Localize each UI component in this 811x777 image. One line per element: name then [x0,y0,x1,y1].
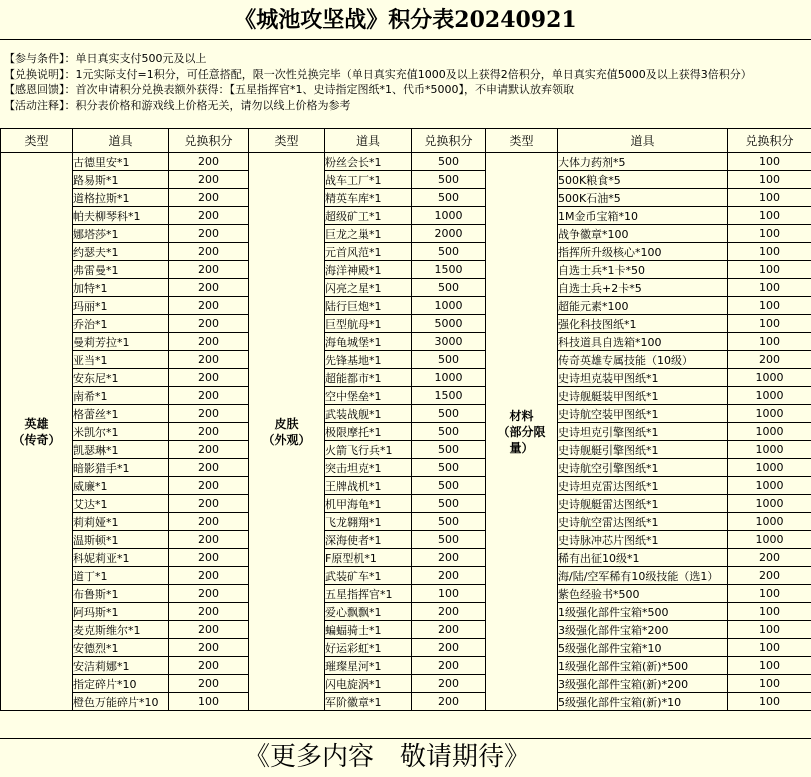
hero-points: 200 [169,441,249,459]
hero-item: 帕夫柳琴科*1 [73,207,169,225]
skin-points: 2000 [412,225,486,243]
material-points: 100 [728,153,811,171]
skin-points: 100 [412,585,486,603]
table-row [1,279,811,297]
material-points: 100 [728,279,811,297]
table-row [1,387,811,405]
category-skins-label: 皮肤 （外观） [262,416,311,447]
material-points: 200 [728,567,811,585]
material-points: 1000 [728,459,811,477]
hero-item: 道丁*1 [73,567,169,585]
material-item: 史诗舰艇雷达图纸*1 [558,495,728,513]
header-item: 道具 [325,129,412,153]
skin-item: 超级矿工*1 [325,207,412,225]
material-item: 超能元素*100 [558,297,728,315]
material-points: 100 [728,225,811,243]
hero-item: 安东尼*1 [73,369,169,387]
hero-points: 200 [169,549,249,567]
skin-item: 超能都市*1 [325,369,412,387]
hero-item: 南希*1 [73,387,169,405]
skin-item: 好运彩虹*1 [325,639,412,657]
hero-points: 200 [169,243,249,261]
skin-item: 武装战舰*1 [325,405,412,423]
header-type: 类型 [1,129,73,153]
skin-points: 200 [412,657,486,675]
table-row [1,513,811,531]
skin-points: 500 [412,477,486,495]
hero-item: 布鲁斯*1 [73,585,169,603]
footer-banner: 《更多内容 敬请期待》 [0,738,811,777]
hero-points: 200 [169,297,249,315]
material-points: 1000 [728,477,811,495]
skin-points: 1500 [412,261,486,279]
skin-item: 深海使者*1 [325,531,412,549]
material-item: 史诗航空装甲图纸*1 [558,405,728,423]
material-item: 1级强化部件宝箱*500 [558,603,728,621]
skin-item: 王牌战机*1 [325,477,412,495]
material-item: 战争徽章*100 [558,225,728,243]
hero-points: 200 [169,585,249,603]
hero-item: 曼莉芳拉*1 [73,333,169,351]
material-points: 1000 [728,423,811,441]
hero-item: 橙色万能碎片*10 [73,693,169,711]
hero-item: 凯瑟琳*1 [73,441,169,459]
material-points: 100 [728,657,811,675]
material-item: 3级强化部件宝箱*200 [558,621,728,639]
table-row [1,297,811,315]
skin-item: 极限摩托*1 [325,423,412,441]
material-item: 科技道具自选箱*100 [558,333,728,351]
material-item: 史诗坦克装甲图纸*1 [558,369,728,387]
table-row [1,693,811,711]
skin-points: 1500 [412,387,486,405]
material-item: 史诗舰艇引擎图纸*1 [558,441,728,459]
material-points: 100 [728,207,811,225]
material-points: 100 [728,693,811,711]
skin-points: 200 [412,621,486,639]
skin-item: 空中堡垒*1 [325,387,412,405]
hero-item: 约瑟夫*1 [73,243,169,261]
hero-points: 200 [169,477,249,495]
table-row [1,477,811,495]
skin-points: 3000 [412,333,486,351]
skin-item: 爱心飘飘*1 [325,603,412,621]
table-row [1,405,811,423]
header-points: 兑换积分 [412,129,486,153]
skin-item: 元首风范*1 [325,243,412,261]
table-row [1,423,811,441]
hero-points: 200 [169,675,249,693]
skin-points: 200 [412,603,486,621]
material-item: 3级强化部件宝箱(新)*200 [558,675,728,693]
hero-item: 古德里安*1 [73,153,169,171]
hero-item: 指定碎片*10 [73,675,169,693]
hero-item: 威廉*1 [73,477,169,495]
category-skins [249,153,325,711]
material-points: 100 [728,171,811,189]
hero-points: 200 [169,369,249,387]
table-row [1,369,811,387]
note-remark: 【活动注释】：积分表价格和游戏线上价格无关，请勿以线上价格为参考 [4,98,351,112]
skin-item: 突击坦克*1 [325,459,412,477]
material-points: 1000 [728,405,811,423]
hero-points: 200 [169,513,249,531]
category-materials [486,153,558,711]
table-row [1,603,811,621]
header-type: 类型 [249,129,325,153]
material-item: 大体力药剂*5 [558,153,728,171]
hero-item: 玛丽*1 [73,297,169,315]
material-item: 指挥所升级核心*100 [558,243,728,261]
skin-points: 500 [412,495,486,513]
material-item: 紫色经验书*500 [558,585,728,603]
hero-points: 200 [169,567,249,585]
hero-item: 娜塔莎*1 [73,225,169,243]
hero-points: 200 [169,657,249,675]
points-table [0,128,811,711]
table-row [1,351,811,369]
table-row [1,261,811,279]
skin-item: 机甲海龟*1 [325,495,412,513]
note-exchange: 【兑换说明】：1元实际支付=1积分，可任意搭配，限一次性兑换完毕（单日真实充值1000及以上获得2倍积分，单日真实充值5000及以上获得3倍积分） [4,67,752,81]
skin-item: 武装矿车*1 [325,567,412,585]
hero-points: 200 [169,423,249,441]
hero-points: 100 [169,693,249,711]
material-points: 1000 [728,441,811,459]
material-points: 200 [728,549,811,567]
note-participation: 【参与条件】：单日真实支付500元及以上 [4,52,207,65]
hero-item: 道格拉斯*1 [73,189,169,207]
hero-points: 200 [169,315,249,333]
table-row [1,189,811,207]
hero-points: 200 [169,603,249,621]
material-item: 强化科技图纸*1 [558,315,728,333]
table-row [1,459,811,477]
hero-points: 200 [169,405,249,423]
hero-item: 暗影猎手*1 [73,459,169,477]
skin-points: 500 [412,279,486,297]
material-points: 1000 [728,495,811,513]
skin-points: 500 [412,531,486,549]
hero-item: 安德烈*1 [73,639,169,657]
skin-item: 巨龙之巢*1 [325,225,412,243]
header-item: 道具 [558,129,728,153]
skin-item: 精英车库*1 [325,189,412,207]
skin-item: 海洋神殿*1 [325,261,412,279]
material-points: 1000 [728,369,811,387]
skin-points: 500 [412,171,486,189]
material-item: 稀有出征10级*1 [558,549,728,567]
skin-item: 军阶徽章*1 [325,693,412,711]
hero-item: 莉莉娅*1 [73,513,169,531]
hero-item: 格蕾丝*1 [73,405,169,423]
skin-item: 闪电旋涡*1 [325,675,412,693]
page-title: 《城池攻坚战》积分表20240921 [0,0,811,40]
hero-item: 艾达*1 [73,495,169,513]
material-item: 1M金币宝箱*10 [558,207,728,225]
header-row [1,129,811,153]
skin-points: 1000 [412,207,486,225]
hero-points: 200 [169,621,249,639]
hero-item: 科妮莉亚*1 [73,549,169,567]
skin-points: 200 [412,675,486,693]
hero-points: 200 [169,171,249,189]
skin-item: 粉丝会长*1 [325,153,412,171]
table-row [1,657,811,675]
table-row [1,495,811,513]
table-row [1,243,811,261]
hero-item: 路易斯*1 [73,171,169,189]
skin-item: 先锋基地*1 [325,351,412,369]
hero-item: 乔治*1 [73,315,169,333]
hero-points: 200 [169,531,249,549]
material-points: 200 [728,351,811,369]
skin-item: 海龟城堡*1 [325,333,412,351]
hero-item: 麦克斯维尔*1 [73,621,169,639]
skin-item: 战车工厂*1 [325,171,412,189]
material-item: 5级强化部件宝箱*10 [558,639,728,657]
table-row [1,207,811,225]
skin-points: 1000 [412,297,486,315]
table-row [1,153,811,171]
table-body [1,153,811,711]
material-points: 1000 [728,531,811,549]
category-materials-label: 材料 （部分限 量） [497,408,546,455]
header-points: 兑换积分 [169,129,249,153]
skin-item: 火箭飞行兵*1 [325,441,412,459]
skin-points: 5000 [412,315,486,333]
material-item: 传奇英雄专属技能（10级） [558,351,728,369]
skin-item: 陆行巨炮*1 [325,297,412,315]
skin-item: 巨型航母*1 [325,315,412,333]
skin-item: 飞龙翱翔*1 [325,513,412,531]
material-points: 1000 [728,387,811,405]
hero-points: 200 [169,495,249,513]
hero-points: 200 [169,207,249,225]
table-row [1,675,811,693]
material-item: 自选士兵+2卡*5 [558,279,728,297]
material-points: 100 [728,261,811,279]
skin-points: 200 [412,567,486,585]
skin-points: 500 [412,405,486,423]
hero-points: 200 [169,333,249,351]
hero-item: 温斯顿*1 [73,531,169,549]
skin-item: 蝙蝠骑士*1 [325,621,412,639]
skin-points: 500 [412,459,486,477]
material-item: 史诗坦克引擎图纸*1 [558,423,728,441]
material-points: 100 [728,603,811,621]
material-item: 史诗脉冲芯片图纸*1 [558,531,728,549]
material-item: 史诗坦克雷达图纸*1 [558,477,728,495]
material-points: 100 [728,189,811,207]
material-points: 100 [728,585,811,603]
category-heroes [1,153,73,711]
material-item: 史诗航空雷达图纸*1 [558,513,728,531]
skin-points: 200 [412,639,486,657]
material-points: 100 [728,243,811,261]
hero-item: 弗雷曼*1 [73,261,169,279]
hero-item: 安洁莉娜*1 [73,657,169,675]
hero-points: 200 [169,351,249,369]
material-points: 100 [728,297,811,315]
hero-points: 200 [169,189,249,207]
rules-notes [0,40,811,128]
skin-points: 200 [412,693,486,711]
table-row [1,585,811,603]
material-points: 100 [728,333,811,351]
hero-points: 200 [169,225,249,243]
skin-points: 500 [412,153,486,171]
hero-points: 200 [169,639,249,657]
table-row [1,549,811,567]
skin-item: F原型机*1 [325,549,412,567]
material-points: 1000 [728,513,811,531]
skin-item: 闪亮之星*1 [325,279,412,297]
skin-item: 璀璨星河*1 [325,657,412,675]
hero-points: 200 [169,387,249,405]
material-item: 1级强化部件宝箱(新)*500 [558,657,728,675]
category-heroes-label: 英雄 （传奇） [12,416,61,447]
table-row [1,441,811,459]
table-row [1,333,811,351]
material-item: 史诗航空引擎图纸*1 [558,459,728,477]
table-row [1,531,811,549]
hero-points: 200 [169,279,249,297]
hero-points: 200 [169,153,249,171]
hero-item: 加特*1 [73,279,169,297]
hero-item: 亚当*1 [73,351,169,369]
hero-points: 200 [169,261,249,279]
table-row [1,621,811,639]
material-points: 100 [728,675,811,693]
material-points: 100 [728,621,811,639]
hero-points: 200 [169,459,249,477]
material-item: 500K粮食*5 [558,171,728,189]
note-reward: 【感恩回馈】：首次申请积分兑换表额外获得：【五星指挥官*1、史诗指定图纸*1、代币*5000】，不申请默认放弃领取 [4,83,574,96]
material-item: 海/陆/空军稀有10级技能（选1） [558,567,728,585]
material-points: 100 [728,639,811,657]
material-item: 史诗舰艇装甲图纸*1 [558,387,728,405]
skin-points: 1000 [412,369,486,387]
skin-points: 200 [412,549,486,567]
material-item: 5级强化部件宝箱(新)*10 [558,693,728,711]
skin-points: 500 [412,351,486,369]
material-points: 100 [728,315,811,333]
skin-item: 五星指挥官*1 [325,585,412,603]
table-row [1,315,811,333]
skin-points: 500 [412,513,486,531]
table-row [1,639,811,657]
table-row [1,171,811,189]
hero-item: 阿玛斯*1 [73,603,169,621]
material-item: 500K石油*5 [558,189,728,207]
skin-points: 500 [412,441,486,459]
hero-item: 米凯尔*1 [73,423,169,441]
table-row [1,567,811,585]
table-row [1,225,811,243]
material-item: 自选士兵*1卡*50 [558,261,728,279]
skin-points: 500 [412,243,486,261]
skin-points: 500 [412,189,486,207]
skin-points: 500 [412,423,486,441]
header-item: 道具 [73,129,169,153]
header-type: 类型 [486,129,558,153]
header-points: 兑换积分 [728,129,811,153]
